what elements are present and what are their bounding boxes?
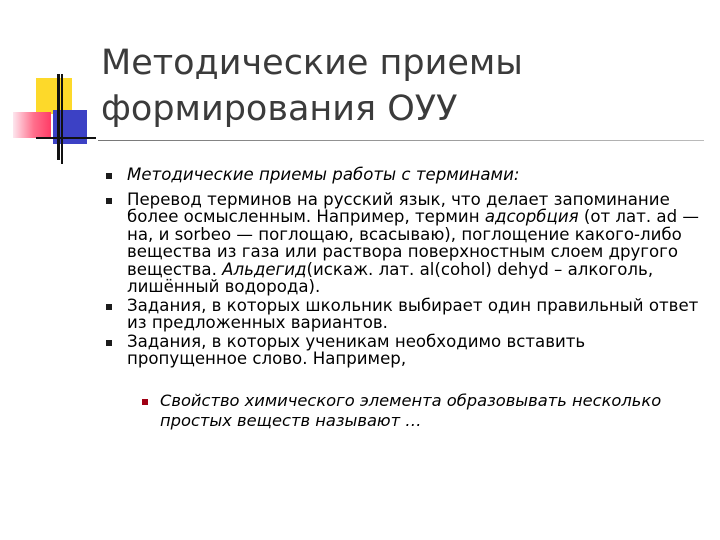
yellow-square-decoration: [36, 78, 72, 114]
bullet-square-icon: [106, 304, 112, 310]
slide-title: [101, 40, 701, 132]
bullet-square-icon: [106, 340, 112, 346]
slide-title-line-2: формирования ОУУ: [101, 89, 458, 129]
term-aldehyde: Альдегид: [222, 259, 307, 279]
bullet-list: [106, 166, 706, 368]
list-item: [106, 166, 706, 184]
bullet-text: Методические приемы работы с терминами:: [127, 165, 520, 184]
vertical-line-decoration: [57, 74, 60, 160]
slide-title-line-1: Методические приемы: [101, 43, 523, 83]
list-item: [106, 191, 706, 296]
sub-bullet-square-icon: [142, 399, 148, 405]
bullet-text: Задания, в которых школьник выбирает один правильный ответ из предложенных вариантов.: [127, 295, 699, 332]
bullet-square-icon: [106, 173, 112, 179]
list-item: [106, 297, 706, 332]
horizontal-line-decoration: [36, 137, 96, 139]
bullet-text-part: (от лат. ad — на, и sorbeo — поглощаю, всасываю), поглощение какого-либо вещества из газа или раствора поверхностным слоем другого вещества.: [127, 207, 699, 279]
list-item: [106, 333, 706, 368]
bullet-square-icon: [106, 198, 112, 204]
sub-bullet-text: Свойство химического элемента образовывать несколько простых веществ называют …: [160, 391, 662, 430]
term-adsorption: адсорбция: [484, 207, 579, 226]
red-square-decoration: [13, 112, 51, 138]
vertical-line-decoration: [61, 74, 63, 164]
title-underline: [98, 140, 704, 141]
bullet-text: Задания, в которых ученикам необходимо вставить пропущенное слово. Например,: [127, 331, 586, 368]
sub-list-item: [142, 391, 720, 431]
bullet-text-part: Перевод терминов на русский язык, что делает запоминание более осмысленным. Например, термин: [127, 189, 670, 226]
bullet-text-part: (искаж. лат. al(cohol) dehyd – алкоголь, лишённый водорода).: [127, 259, 654, 296]
